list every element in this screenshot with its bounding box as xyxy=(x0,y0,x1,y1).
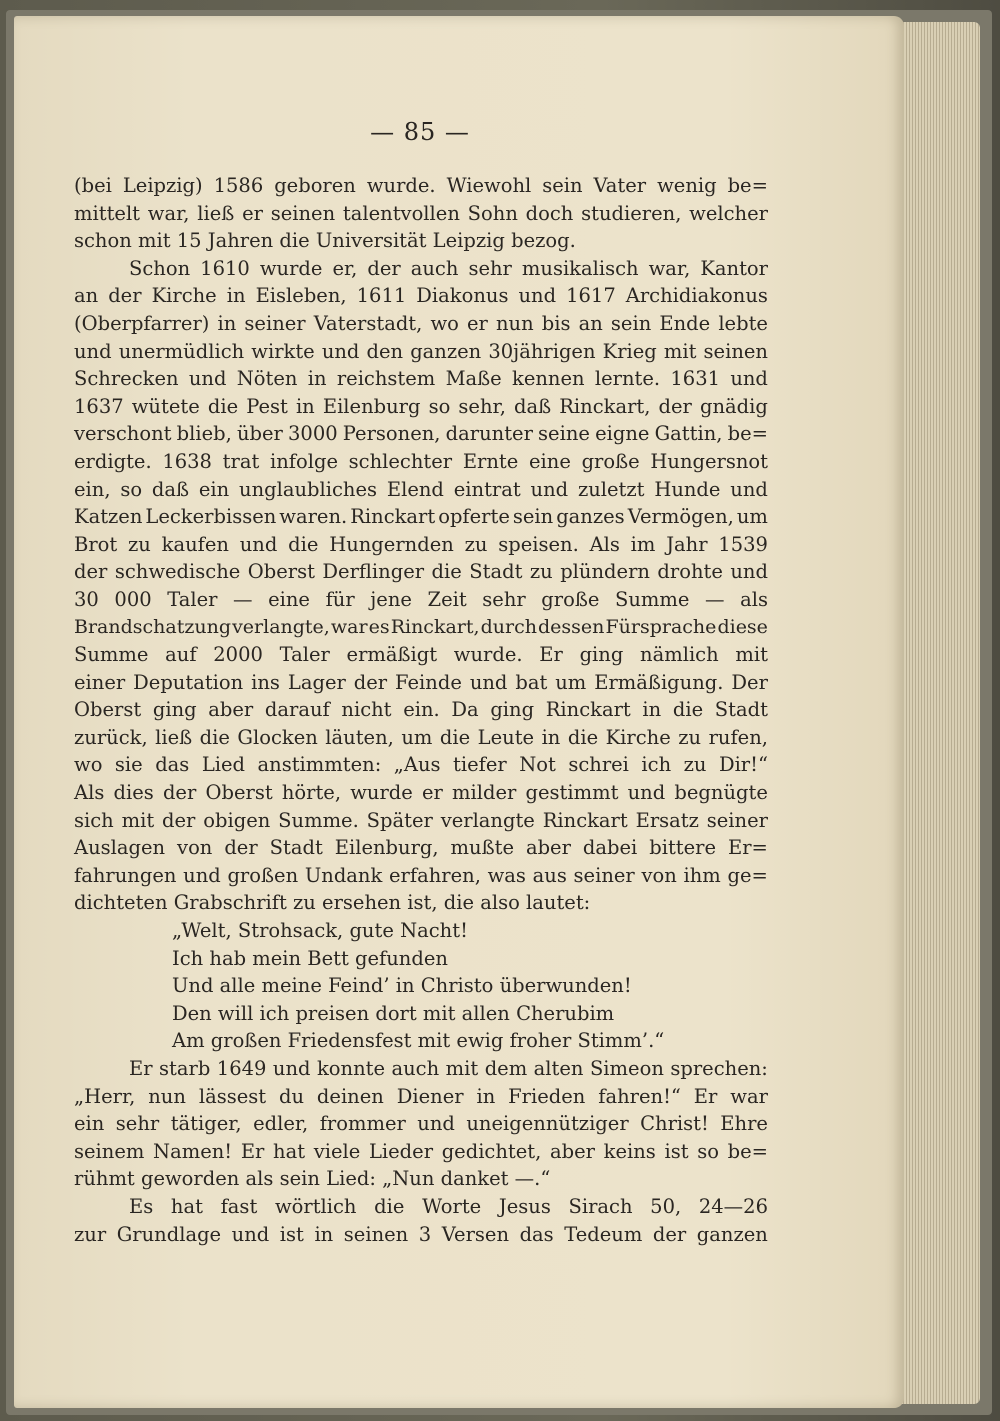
text-line: verschont blieb, über 3000 Personen, darunter seine eigne Gattin, be= xyxy=(74,422,768,446)
text-line: wo sie das Lied anstimmten: „Aus tiefer Not schrei ich zu Dir!“ xyxy=(74,753,768,777)
text-line: zurück, ließ die Glocken läuten, um die Leute in die Kirche zu rufen, xyxy=(74,725,768,749)
text-line: Schrecken und Nöten in reichstem Maße kennen lernte. 1631 und xyxy=(74,367,768,391)
text-line: Er starb 1649 und konnte auch mit dem alten Simeon sprechen: xyxy=(129,1057,768,1080)
text-line: ein, so daß ein unglaubliches Elend eintrat und zuletzt Hunde und xyxy=(74,477,768,501)
text-line: schon mit 15 Jahren die Universität Leipzig bezog. xyxy=(74,229,576,253)
text-line: Brot zu kaufen und die Hungernden zu speisen. Als im Jahr 1539 xyxy=(74,532,768,556)
verse-line: „Welt, Strohsack, gute Nacht! xyxy=(172,919,468,943)
text-line: zur Grundlage und ist in seinen 3 Versen das Tedeum der ganzen xyxy=(74,1222,768,1246)
text-line: dichteten Grabschrift zu ersehen ist, die also lautet: xyxy=(74,891,591,915)
text-line: Auslagen von der Stadt Eilenburg, mußte aber dabei bittere Er= xyxy=(74,836,768,860)
text-line: sich mit der obigen Summe. Später verlangte Rinckart Ersatz seiner xyxy=(74,808,768,832)
text-line: rühmt geworden als sein Lied: „Nun danket —.“ xyxy=(74,1167,551,1191)
text-line: (Oberpfarrer) in seiner Vaterstadt, wo er nun bis an sein Ende lebte xyxy=(74,311,768,335)
text-line: der schwedische Oberst Derflinger die Stadt zu plündern drohte und xyxy=(74,560,768,584)
text-line: erdigte. 1638 trat infolge schlechter Ernte eine große Hungersnot xyxy=(74,449,768,473)
text-line: Es hat fast wörtlich die Worte Jesus Sirach 50, 24—26 xyxy=(129,1194,768,1218)
text-line: an der Kirche in Eisleben, 1611 Diakonus und 1617 Archidiakonus xyxy=(74,284,768,308)
verse-line: Den will ich preisen dort mit allen Cherubim xyxy=(172,1001,615,1025)
text-line: Als dies der Oberst hörte, wurde er milder gestimmt und begnügte xyxy=(74,781,768,805)
text-line: fahrungen und großen Undank erfahren, was aus seiner von ihm ge= xyxy=(74,863,768,887)
text-line: Katzen Leckerbissen waren. Rinckart opferte sein ganzes Vermögen, um xyxy=(74,505,768,529)
verse-line: Und alle meine Feind’ in Christo überwunden! xyxy=(172,974,632,998)
text-line: Oberst ging aber darauf nicht ein. Da ging Rinckart in die Stadt xyxy=(74,698,768,722)
body-text xyxy=(74,172,768,1248)
text-line: Summe auf 2000 Taler ermäßigt wurde. Er ging nämlich mit xyxy=(74,643,768,667)
text-line: ein sehr tätiger, edler, frommer und uneigennütziger Christ! Ehre xyxy=(74,1112,768,1136)
text-line: 1637 wütete die Pest in Eilenburg so sehr, daß Rinckart, der gnädig xyxy=(74,394,768,418)
text-line: und unermüdlich wirkte und den ganzen 30jährigen Krieg mit seinen xyxy=(74,339,768,363)
page-number: — 85 — xyxy=(370,118,470,146)
text-line: seinem Namen! Er hat viele Lieder gedichtet, aber keins ist so be= xyxy=(74,1139,768,1163)
text-line: „Herr, nun lässest du deinen Diener in Frieden fahren!“ Er war xyxy=(74,1084,768,1108)
verse-line: Ich hab mein Bett gefunden xyxy=(172,946,448,970)
text-line: Schon 1610 wurde er, der auch sehr musikalisch war, Kantor xyxy=(129,256,768,280)
text-line: 30 000 Taler — eine für jene Zeit sehr große Summe — als xyxy=(74,587,768,611)
text-line: (bei Leipzig) 1586 geboren wurde. Wiewohl sein Vater wenig be= xyxy=(74,174,768,197)
text-line: einer Deputation ins Lager der Feinde und bat um Ermäßigung. Der xyxy=(74,670,768,694)
verse-line: Am großen Friedensfest mit ewig froher Stimm’.“ xyxy=(172,1029,665,1053)
text-line: Brandschatzung verlangte, war es Rinckart, durch dessen Fürsprache diese xyxy=(74,615,768,638)
text-line: mittelt war, ließ er seinen talentvollen Sohn doch studieren, welcher xyxy=(74,201,768,225)
